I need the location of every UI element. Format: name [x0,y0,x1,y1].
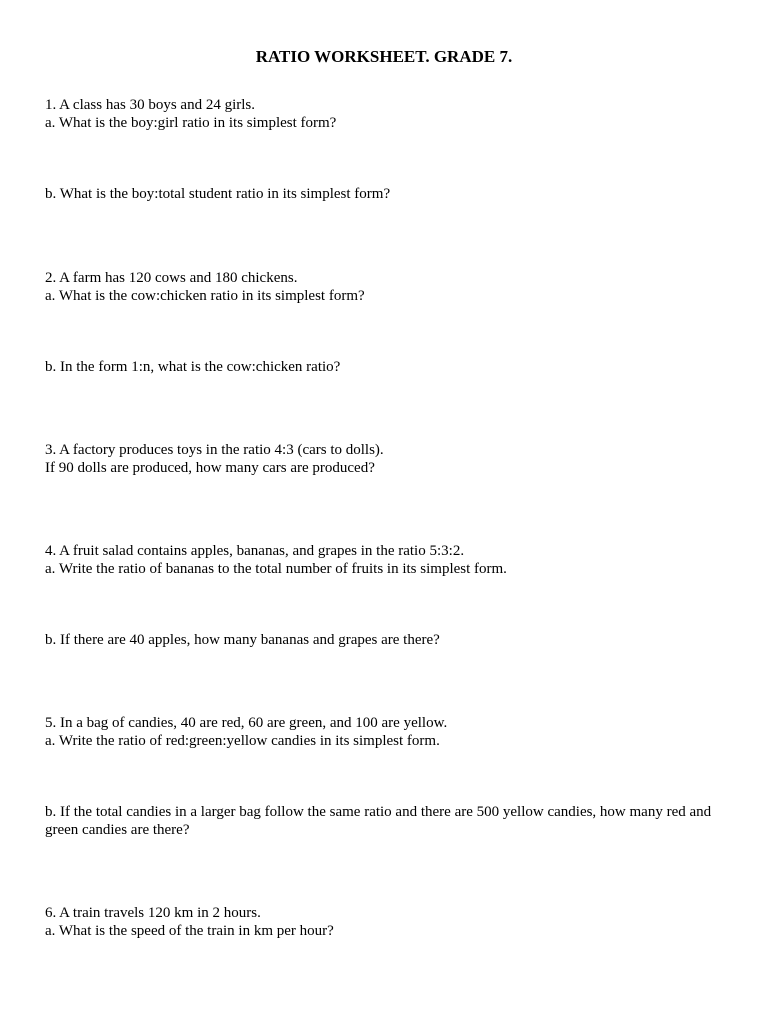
question-3-part-a: If 90 dolls are produced, how many cars are produced? [45,460,375,476]
question-4-part-b: b. If there are 40 apples, how many bananas and grapes are there? [45,632,440,648]
question-4-stem: 4. A fruit salad contains apples, bananas, and grapes in the ratio 5:3:2. [45,543,465,559]
question-4-part-b-block [45,631,725,649]
question-2 [45,269,725,305]
question-3 [45,441,725,477]
question-5 [45,714,725,750]
question-1-part-a: a. What is the boy:girl ratio in its simplest form? [45,115,337,131]
question-2-stem: 2. A farm has 120 cows and 180 chickens. [45,270,298,286]
question-4-part-a: a. Write the ratio of bananas to the total number of fruits in its simplest form. [45,561,507,577]
question-1-part-b: b. What is the boy:total student ratio in its simplest form? [45,186,391,202]
question-5-stem: 5. In a bag of candies, 40 are red, 60 are green, and 100 are yellow. [45,715,448,731]
question-2-part-b: b. In the form 1:n, what is the cow:chicken ratio? [45,359,341,375]
question-5-part-b-block [45,803,725,839]
question-2-part-b-block [45,358,725,376]
question-2-part-a: a. What is the cow:chicken ratio in its simplest form? [45,288,365,304]
question-5-part-b: b. If the total candies in a larger bag follow the same ratio and there are 500 yellow candies, how many red and green candies are there? [45,804,712,838]
question-5-part-a: a. Write the ratio of red:green:yellow candies in its simplest form. [45,733,440,749]
question-1-stem: 1. A class has 30 boys and 24 girls. [45,97,255,113]
question-6 [45,904,725,940]
question-1 [45,96,725,132]
question-1-part-b-block [45,185,725,203]
question-6-stem: 6. A train travels 120 km in 2 hours. [45,905,261,921]
page-title: RATIO WORKSHEET. GRADE 7. [255,47,513,66]
question-4 [45,542,725,578]
question-3-stem: 3. A factory produces toys in the ratio 4:3 (cars to dolls). [45,442,384,458]
question-6-part-a: a. What is the speed of the train in km per hour? [45,923,334,939]
